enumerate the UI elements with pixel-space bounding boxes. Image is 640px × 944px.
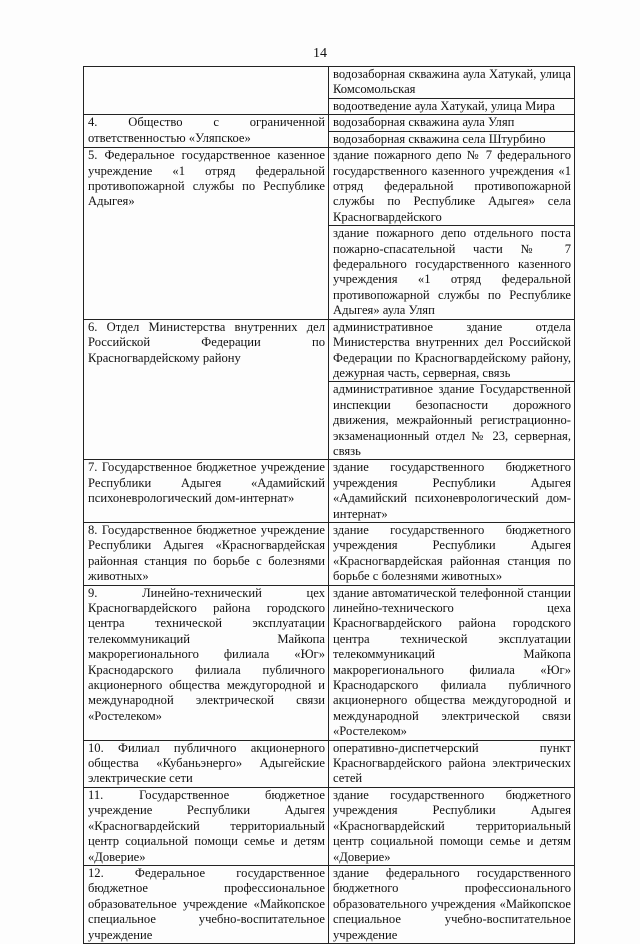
organization-cell: 5. Федеральное государственное казенное учреждение «1 отряд федеральной противопожарной службы по Республике Адыгея» (84, 148, 329, 319)
table-row (84, 787, 575, 865)
organization-cell: 6. Отдел Министерства внутренних дел Российской Федерации по Красногвардейскому району (84, 319, 329, 460)
object-cell: водозаборная скважина села Штурбино (329, 131, 575, 147)
organization-cell: 10. Филиал публичного акционерного общества «Кубаньэнерго» Адыгейские электрические сети (84, 740, 329, 787)
object-cell: водозаборная скважина аула Уляп (329, 115, 575, 131)
table-row (84, 460, 575, 523)
table-row (84, 67, 575, 99)
organization-cell: 11. Государственное бюджетное учреждение Республики Адыгея «Красногвардейский территориальный центр социальной помощи семье и детям «Доверие» (84, 787, 329, 865)
organization-cell: 8. Государственное бюджетное учреждение Республики Адыгея «Красногвардейская районная станция по борьбе с болезнями животных» (84, 522, 329, 585)
table-row (84, 585, 575, 740)
organization-cell: 7. Государственное бюджетное учреждение Республики Адыгея «Адамийский психоневрологический дом-интернат» (84, 460, 329, 523)
object-cell: водоотведение аула Хатукай, улица Мира (329, 99, 575, 115)
object-cell: оперативно-диспетчерский пункт Красногвардейского района электрических сетей (329, 740, 575, 787)
table-row (84, 148, 575, 226)
object-cell: водозаборная скважина аула Хатукай, улица Комсомольская (329, 67, 575, 99)
object-cell: здание автоматической телефонной станции линейно-технического цеха Красногвардейского района городского центра технической эксплуатации телекоммуникаций Майкопа макрорегионального филиала «Юг» Краснодарского филиала публичного акционерного общества междугородной и международной электрической связи «Ростелеком» (329, 585, 575, 740)
organization-cell: 12. Федеральное государственное бюджетное профессиональное образовательное учреждение «Майкопское специальное учебно-воспитательное учреждение (84, 865, 329, 943)
organization-cell: 4. Общество с ограниченной ответственностью «Уляпское» (84, 115, 329, 148)
object-cell: здание пожарного депо отдельного поста пожарно-спасательной части № 7 федерального государственного казенного учреждения «1 отряд федеральной противопожарной службы по Республике Адыгея» аула Уляп (329, 226, 575, 319)
table-row (84, 115, 575, 131)
object-cell: здание государственного бюджетного учреждения Республики Адыгея «Адамийский психоневрологический дом-интернат» (329, 460, 575, 523)
object-cell: административное здание Государственной инспекции безопасности дорожного движения, межрайонный регистрационно-экзаменационный отдел № 23, серверная, связь (329, 382, 575, 460)
table-row (84, 319, 575, 382)
object-cell: здание федерального государственного бюджетного профессионального образовательного учреждения «Майкопское специальное учебно-воспитательное учреждение (329, 865, 575, 943)
organization-cell: 9. Линейно-технический цех Красногвардейского района городского центра технической эксплуатации телекоммуникаций Майкопа макрорегионального филиала «Юг» Краснодарского филиала публичного акционерного общества междугородной и международной электрической связи «Ростелеком» (84, 585, 329, 740)
table-row (84, 522, 575, 585)
object-cell: здание государственного бюджетного учреждения Республики Адыгея «Красногвардейский территориальный центр социальной помощи семье и детям «Доверие» (329, 787, 575, 865)
object-cell: административное здание отдела Министерства внутренних дел Российской Федерации по Красногвардейскому району, дежурная часть, серверная, связь (329, 319, 575, 382)
page-number: 14 (313, 46, 327, 61)
objects-table (83, 66, 575, 944)
organization-cell (84, 67, 329, 115)
table-row (84, 865, 575, 943)
object-cell: здание государственного бюджетного учреждения Республики Адыгея «Красногвардейская районная станция по борьбе с болезнями животных» (329, 522, 575, 585)
table-row (84, 740, 575, 787)
object-cell: здание пожарного депо № 7 федерального государственного казенного учреждения «1 отряд федеральной противопожарной службы по Республике Адыгея» села Красногвардейского (329, 148, 575, 226)
